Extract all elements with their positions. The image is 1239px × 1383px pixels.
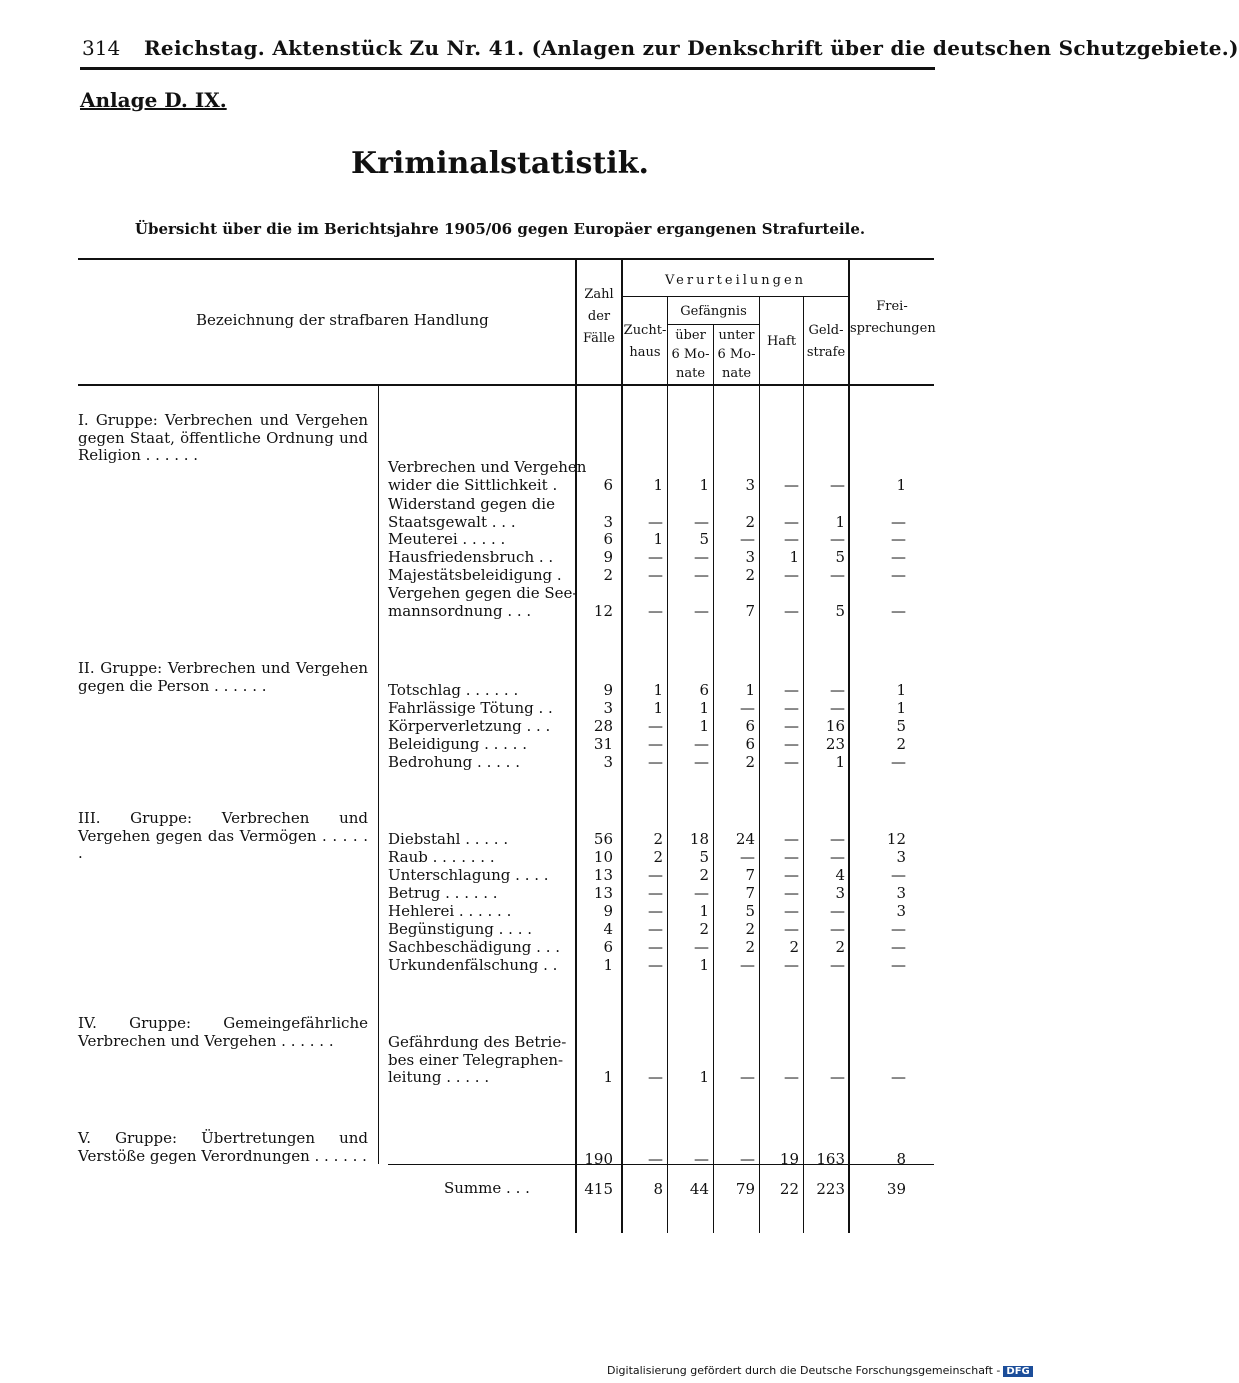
table-cell: 190 (584, 1150, 613, 1168)
table-cell: — (648, 512, 663, 531)
table-cell: 5 (745, 902, 755, 920)
offense-label: Unterschlagung . . . . (388, 866, 549, 884)
summe-cell: 223 (816, 1180, 845, 1198)
offense-label: mannsordnung . . . (388, 601, 532, 620)
table-cell: — (784, 920, 799, 938)
offense-label: Totschlag . . . . . . (388, 681, 519, 699)
table-cell: — (784, 512, 799, 531)
table-cell: — (784, 566, 799, 584)
table-cell: — (784, 717, 799, 735)
table-cell: — (784, 530, 799, 548)
offense-label: Majestätsbeleidigung . (388, 566, 562, 584)
table-cell: 6 (603, 530, 613, 548)
table-cell: 1 (835, 512, 845, 531)
table-cell: — (830, 956, 845, 974)
col-rule-6 (803, 296, 804, 1233)
table-cell: — (784, 475, 799, 494)
zuchthaus-column-header: Zucht- haus (623, 323, 667, 360)
table-cell: 1 (699, 475, 709, 494)
table-cell: — (891, 866, 906, 884)
offense-label: bes einer Telegraphen- (388, 1050, 564, 1069)
table-cell: 1 (789, 548, 799, 566)
offense-label: Meuterei . . . . . (388, 530, 506, 548)
table-cell: — (830, 566, 845, 584)
annex-label: Anlage D. IX. (80, 88, 227, 112)
table-cell: 2 (745, 938, 755, 956)
page-number: 314 (82, 36, 121, 60)
table-cell: 1 (896, 475, 906, 494)
col-rule-4 (713, 324, 714, 1233)
table-cell: 3 (745, 548, 755, 566)
table-cell: — (694, 753, 709, 771)
haft-column-header: Haft (766, 334, 797, 349)
summe-cell: 415 (584, 1180, 613, 1198)
table-cell: — (648, 717, 663, 735)
geldstrafe-column-header: Geld- strafe (806, 323, 846, 360)
table-cell: — (740, 848, 755, 866)
table-cell: — (740, 1150, 755, 1168)
table-cell: — (694, 735, 709, 753)
table-cell: 4 (603, 920, 613, 938)
table-cell: 1 (603, 956, 613, 974)
table-cell: 1 (653, 475, 663, 494)
table-cell: — (784, 601, 799, 620)
table-cell: — (784, 884, 799, 902)
offense-label: Urkundenfälschung . . (388, 956, 558, 974)
offense-column-header: Bezeichnung der strafbaren Handlung (196, 311, 489, 329)
summe-cell: 44 (689, 1180, 709, 1198)
table-cell: 5 (835, 601, 845, 620)
table-cell: — (830, 1068, 845, 1086)
offense-label: Bedrohung . . . . . (388, 753, 520, 771)
table-cell: — (648, 753, 663, 771)
table-cell: — (830, 920, 845, 938)
table-cell: 4 (835, 866, 845, 884)
table-cell: — (648, 884, 663, 902)
table-cell: — (784, 1068, 799, 1086)
offense-label: Hehlerei . . . . . . (388, 902, 512, 920)
table-cell: — (694, 512, 709, 531)
table-cell: 2 (653, 830, 663, 848)
table-cell: 5 (699, 848, 709, 866)
verurteilungen-header: Verurteilungen (664, 273, 807, 288)
table-cell: — (694, 1150, 709, 1168)
table-cell: 5 (896, 717, 906, 735)
table-cell: — (830, 475, 845, 494)
table-cell: — (784, 866, 799, 884)
table-cell: 1 (653, 681, 663, 699)
offense-label: Staatsgewalt . . . (388, 512, 516, 531)
table-cell: — (740, 1068, 755, 1086)
table-cell: 24 (735, 830, 755, 848)
ueber-6-monate-column-header: über 6 Mo- nate (671, 328, 710, 381)
summe-cell: 39 (886, 1180, 906, 1198)
dfg-footer: Digitalisierung gefördert durch die Deutsche Forschungsgemeinschaft - DFG (607, 1364, 1033, 1377)
table-cell: 13 (593, 884, 613, 902)
offense-label: leitung . . . . . (388, 1068, 490, 1086)
table-cell: 3 (896, 884, 906, 902)
table-cell: 163 (816, 1150, 845, 1168)
table-cell: 2 (745, 753, 755, 771)
table-cell: 19 (779, 1150, 799, 1168)
table-cell: 6 (603, 475, 613, 494)
table-cell: 3 (603, 512, 613, 531)
col-rule-3 (667, 296, 668, 1233)
table-cell: — (784, 830, 799, 848)
table-cell: 56 (593, 830, 613, 848)
table-cell: — (830, 681, 845, 699)
table-cell: 7 (745, 884, 755, 902)
table-cell: 1 (603, 1068, 613, 1086)
offense-label: wider die Sittlichkeit . (388, 475, 558, 494)
table-cell: 3 (835, 884, 845, 902)
table-cell: — (891, 566, 906, 584)
table-cell: 10 (593, 848, 613, 866)
table-cell: — (784, 681, 799, 699)
table-cell: 3 (603, 699, 613, 717)
table-cell: — (648, 920, 663, 938)
table-cell: — (891, 753, 906, 771)
table-cell: 1 (653, 699, 663, 717)
table-cell: 1 (835, 753, 845, 771)
table-cell: 16 (825, 717, 845, 735)
header-rule (80, 67, 935, 70)
verurteilungen-underline (622, 296, 848, 297)
table-cell: — (830, 902, 845, 920)
table-cell: 2 (603, 566, 613, 584)
table-cell: 31 (593, 735, 613, 753)
table-subtitle: Übersicht über die im Berichtsjahre 1905/06 gegen Europäer ergangenen Strafurteile. (134, 220, 866, 238)
table-cell: 2 (789, 938, 799, 956)
offense-label: Fahrlässige Tötung . . (388, 699, 553, 717)
table-cell: — (694, 548, 709, 566)
table-cell: — (648, 566, 663, 584)
offense-label: Diebstahl . . . . . (388, 830, 509, 848)
table-cell: 13 (593, 866, 613, 884)
group-label: V. Gruppe: Übertretungen und Verstöße gegen Verordnungen . . . . . . (78, 1129, 368, 1165)
unter-6-monate-column-header: unter 6 Mo- nate (717, 328, 756, 381)
offense-divider (378, 386, 379, 1164)
table-cell: 1 (896, 699, 906, 717)
table-cell: — (648, 902, 663, 920)
table-cell: 3 (896, 902, 906, 920)
table-cell: 3 (896, 848, 906, 866)
table-cell: — (891, 956, 906, 974)
table-cell: — (830, 848, 845, 866)
table-cell: 7 (745, 866, 755, 884)
offense-label: Beleidigung . . . . . (388, 735, 527, 753)
table-cell: — (648, 866, 663, 884)
table-cell: — (648, 938, 663, 956)
table-cell: — (784, 848, 799, 866)
table-cell: — (891, 1068, 906, 1086)
dfg-logo: DFG (1003, 1366, 1032, 1377)
table-cell: — (694, 566, 709, 584)
group-label: IV. Gruppe: Gemeingefährliche Verbrechen und Vergehen . . . . . . (78, 1014, 368, 1050)
table-cell: 9 (603, 548, 613, 566)
table-cell: 2 (699, 866, 709, 884)
table-cell: — (648, 1068, 663, 1086)
table-cell: 5 (835, 548, 845, 566)
table-cell: — (784, 735, 799, 753)
table-cell: — (891, 601, 906, 620)
table-cell: — (784, 956, 799, 974)
table-cell: 1 (699, 902, 709, 920)
table-cell: — (830, 830, 845, 848)
table-cell: — (891, 920, 906, 938)
offense-label: Verbrechen und Vergehen (388, 458, 587, 476)
table-cell: 1 (745, 681, 755, 699)
table-cell: 1 (699, 956, 709, 974)
offense-label: Raub . . . . . . . (388, 848, 495, 866)
table-cell: 2 (653, 848, 663, 866)
table-cell: — (784, 753, 799, 771)
summe-label: Summe . . . (444, 1179, 530, 1197)
table-cell: 6 (745, 735, 755, 753)
table-top-rule (78, 258, 934, 260)
table-cell: 2 (835, 938, 845, 956)
table-cell: — (830, 699, 845, 717)
table-cell: — (694, 884, 709, 902)
table-cell: 1 (653, 530, 663, 548)
table-cell: — (830, 530, 845, 548)
table-cell: — (648, 1150, 663, 1168)
table-cell: — (694, 938, 709, 956)
running-title: Reichstag. Aktenstück Zu Nr. 41. (Anlagen zur Denkschrift über die deutschen Schutzgebiete.) (144, 36, 1239, 60)
table-cell: — (891, 548, 906, 566)
table-cell: 2 (699, 920, 709, 938)
col-rule-7 (848, 258, 850, 1233)
offense-label: Körperverletzung . . . (388, 717, 551, 735)
gefaengnis-header: Gefängnis (680, 304, 747, 319)
table-cell: 6 (745, 717, 755, 735)
cases-column-header: Zahl der Fälle (583, 287, 615, 346)
table-cell: 1 (699, 1068, 709, 1086)
group-label: II. Gruppe: Verbrechen und Vergehen gegen die Person . . . . . . (78, 659, 368, 695)
table-cell: — (784, 902, 799, 920)
summe-cell: 8 (653, 1180, 663, 1198)
table-cell: — (648, 601, 663, 620)
table-cell: 12 (886, 830, 906, 848)
table-cell: — (740, 699, 755, 717)
table-cell: — (648, 735, 663, 753)
table-cell: — (891, 530, 906, 548)
summe-cell: 79 (735, 1180, 755, 1198)
table-cell: — (694, 601, 709, 620)
offense-label: Widerstand gegen die (388, 495, 555, 513)
table-cell: 1 (896, 681, 906, 699)
table-cell: — (891, 938, 906, 956)
offense-label: Begünstigung . . . . (388, 920, 533, 938)
header-bottom-rule (78, 384, 934, 386)
table-cell: 6 (699, 681, 709, 699)
table-cell: — (740, 530, 755, 548)
table-cell: 9 (603, 681, 613, 699)
table-cell: 2 (745, 512, 755, 531)
offense-label: Sachbeschädigung . . . (388, 938, 560, 956)
freisprechungen-column-header: Frei- sprechungen (850, 299, 936, 336)
table-cell: 18 (689, 830, 709, 848)
table-cell: 23 (825, 735, 845, 753)
table-cell: — (648, 548, 663, 566)
table-cell: 1 (699, 717, 709, 735)
offense-label: Betrug . . . . . . (388, 884, 498, 902)
table-cell: 8 (896, 1150, 906, 1168)
table-cell: — (784, 699, 799, 717)
group-label: III. Gruppe: Verbrechen und Vergehen gegen das Vermögen . . . . . . (78, 809, 368, 862)
offense-label: Gefährdung des Betrie- (388, 1033, 567, 1051)
table-cell: 3 (745, 475, 755, 494)
table-cell: 12 (593, 601, 613, 620)
table-cell: 3 (603, 753, 613, 771)
group-label: I. Gruppe: Verbrechen und Vergehen gegen Staat, öffentliche Ordnung und Religion . . . . . . (78, 411, 368, 464)
table-cell: 6 (603, 938, 613, 956)
table-cell: 7 (745, 601, 755, 620)
table-cell: 1 (699, 699, 709, 717)
table-cell: 2 (745, 920, 755, 938)
offense-label: Vergehen gegen die See- (388, 584, 578, 602)
table-cell: — (891, 512, 906, 531)
summe-cell: 22 (779, 1180, 799, 1198)
offense-label: Hausfriedensbruch . . (388, 548, 554, 566)
table-cell: 2 (745, 566, 755, 584)
page-title: Kriminalstatistik. (351, 146, 649, 181)
table-cell: 28 (593, 717, 613, 735)
table-cell: 9 (603, 902, 613, 920)
table-cell: — (740, 956, 755, 974)
table-cell: 2 (896, 735, 906, 753)
table-cell: 5 (699, 530, 709, 548)
table-cell: — (648, 956, 663, 974)
